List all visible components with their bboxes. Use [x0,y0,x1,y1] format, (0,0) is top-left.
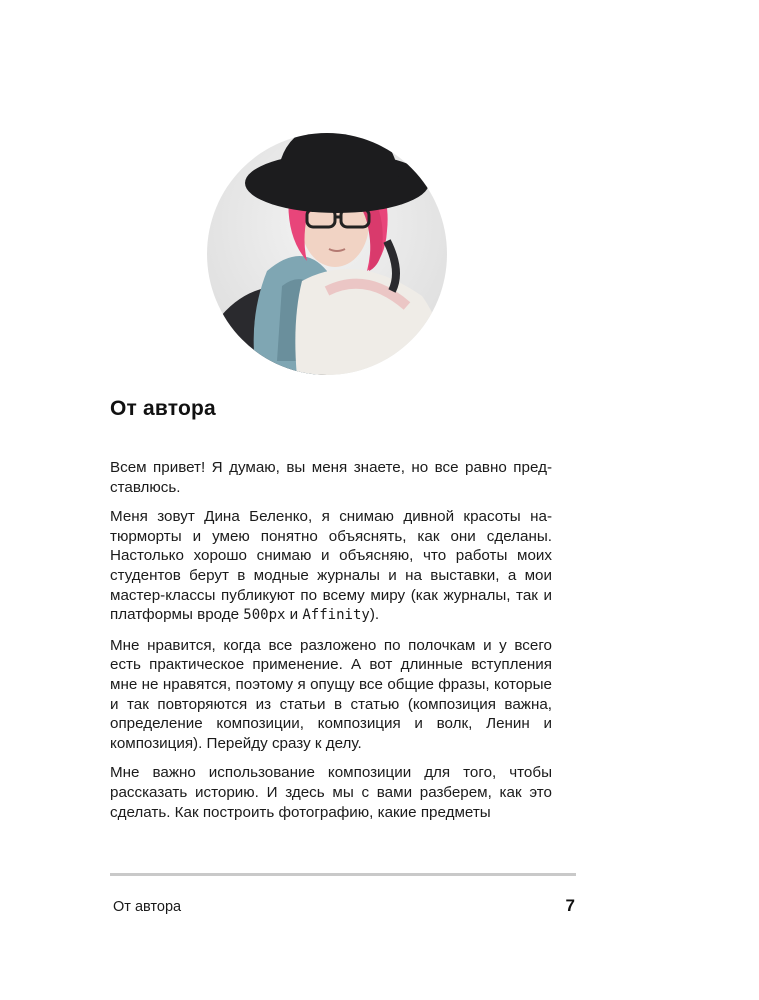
paragraph-intro: Всем привет! Я думаю, вы меня знаете, но все равно представлюсь. [110,459,552,496]
paragraph-about-text-1: Меня зовут Дина Беленко, я снимаю дивной красоты натюрморты и умею понятно объяснять, как они сделаны. Настолько хорошо снимаю и объясняю, что работы моих студентов берут в модные журналы и на выставки, а мои мастер-классы публикуют по всему миру (как журналы, так и платформы вроде [110,508,552,624]
footer-section-title: От автора [113,899,182,915]
author-portrait [207,121,447,377]
section-heading: От автора [110,397,216,420]
footer-divider [110,873,576,876]
paragraph-about-text-2: и [285,606,303,624]
page-number: 7 [565,896,575,915]
brand-500px: 500px [243,607,286,624]
author-photo [207,121,447,377]
paragraph-goal: Мне важно использование композиции для того, чтобы рассказать историю. И здесь мы с вами разберем, как это сделать. Как построить фотографию, какие предметы [110,764,552,821]
paragraph-approach: Мне нравится, когда все разложено по полочкам и у всего есть практическое применение. А вот длинные вступления мне не нравятся, поэтому я опущу все общие фразы, которые и так повторяются из статьи в статью (композиция важна, определение композиции, композиция и волк, Ленин и композиция). Перейду сразу к делу. [110,636,552,752]
brand-affinity: Affinity [302,607,370,624]
body-text [110,458,552,832]
paragraph-about-text-3: ). [369,606,380,624]
paragraph-about [110,507,552,626]
